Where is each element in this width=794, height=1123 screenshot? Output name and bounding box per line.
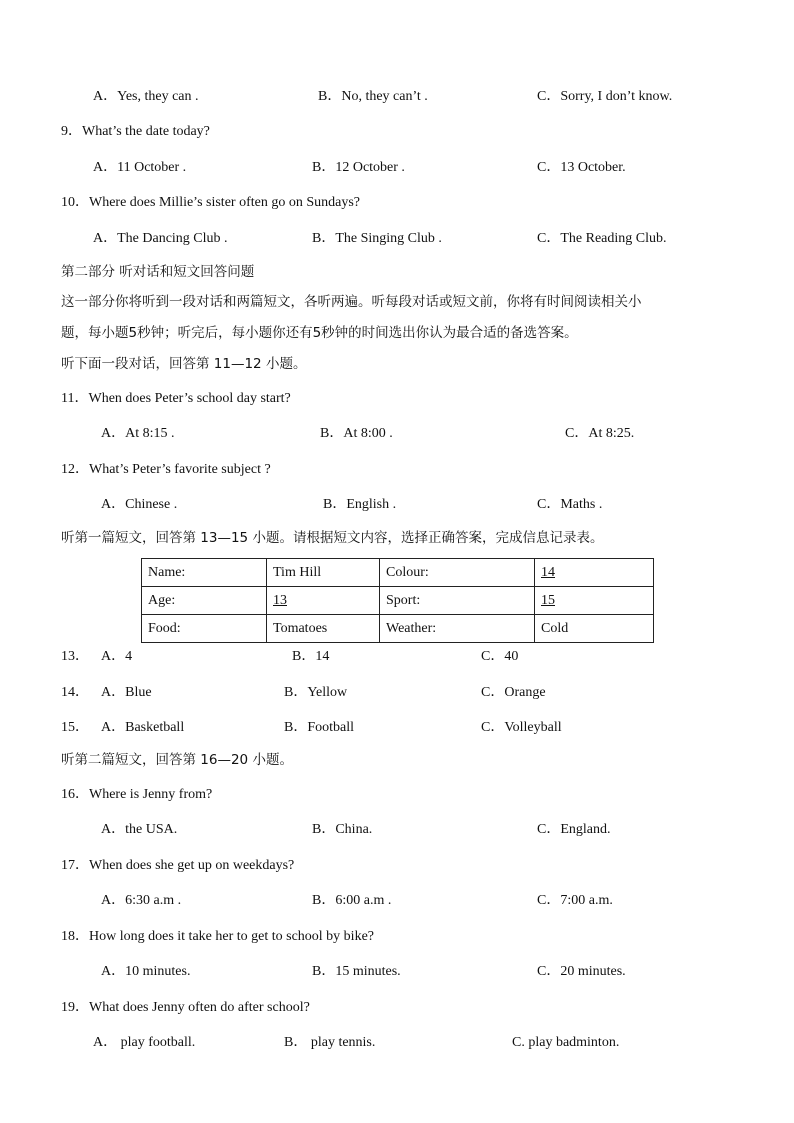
q9-stem: 9．What’s the date today? (61, 124, 210, 139)
q8-option-b: B．No, they can’t . (318, 89, 428, 104)
q18-stem: 18．How long does it take her to get to school by bike? (61, 929, 374, 944)
table-cell: Age: (142, 587, 267, 615)
passage1-intro: 听第一篇短文，回答第 13—15 小题。请根据短文内容，选择正确答案，完成信息记录表。 (61, 530, 604, 546)
q10-option-c: C．The Reading Club. (537, 231, 667, 246)
table-cell: Tim Hill (267, 559, 380, 587)
q18-option-a: A．10 minutes. (101, 964, 191, 979)
q15-option-c: C．Volleyball (481, 720, 562, 735)
q17-option-a: A．6:30 a.m . (101, 893, 182, 908)
q15-option-a: A．Basketball (101, 720, 185, 735)
table-cell: Tomatoes (267, 615, 380, 643)
q13-option-c: C．40 (481, 649, 519, 664)
q8-option-a: A．Yes, they can . (93, 89, 199, 104)
q13-number: 13． (61, 649, 89, 664)
q16-option-a: A．the USA. (101, 822, 178, 837)
q9-option-b: B．12 October . (312, 160, 405, 175)
blank-14: 14 (541, 564, 555, 580)
q14-option-b: B．Yellow (284, 685, 348, 700)
table-cell (267, 587, 380, 615)
q18-option-c: C．20 minutes. (537, 964, 626, 979)
part2-intro-line1: 这一部分你将听到一段对话和两篇短文，各听两遍。听每段对话或短文前，你将有时间阅读相关小 (61, 294, 642, 310)
table-cell (535, 587, 654, 615)
blank-15: 15 (541, 592, 555, 608)
table-cell (535, 559, 654, 587)
q17-option-c: C．7:00 a.m. (537, 893, 613, 908)
q19-option-b: B． play tennis. (284, 1035, 376, 1050)
q19-option-c: C. play badminton. (512, 1035, 620, 1050)
q17-stem: 17．When does she get up on weekdays? (61, 858, 295, 873)
q13-option-a: A．4 (101, 649, 133, 664)
q10-option-a: A．The Dancing Club . (93, 231, 228, 246)
q15-option-b: B．Football (284, 720, 355, 735)
q12-option-a: A．Chinese . (101, 497, 178, 512)
dialog-intro: 听下面一段对话，回答第 11—12 小题。 (61, 356, 307, 372)
q9-option-a: A．11 October . (93, 160, 187, 175)
table-cell: Food: (142, 615, 267, 643)
q12-option-c: C．Maths . (537, 497, 603, 512)
part2-title: 第二部分 听对话和短文回答问题 (61, 264, 255, 280)
table-cell: Name: (142, 559, 267, 587)
table-cell: Sport: (380, 587, 535, 615)
info-table (141, 558, 654, 643)
q11-option-a: A．At 8:15 . (101, 426, 175, 441)
blank-13: 13 (273, 592, 287, 608)
q11-stem: 11．When does Peter’s school day start? (61, 391, 291, 406)
q11-option-b: B．At 8:00 . (320, 426, 393, 441)
q16-option-b: B．China. (312, 822, 373, 837)
table-cell: Cold (535, 615, 654, 643)
q10-option-b: B．The Singing Club . (312, 231, 442, 246)
q9-option-c: C．13 October. (537, 160, 626, 175)
passage2-intro: 听第二篇短文，回答第 16—20 小题。 (61, 752, 293, 768)
q14-number: 14． (61, 685, 89, 700)
q16-option-c: C．England. (537, 822, 611, 837)
q11-option-c: C．At 8:25. (565, 426, 635, 441)
table-cell: Colour: (380, 559, 535, 587)
table-row (142, 615, 654, 643)
q12-option-b: B．English . (323, 497, 397, 512)
q17-option-b: B．6:00 a.m . (312, 893, 392, 908)
q13-option-b: B．14 (292, 649, 330, 664)
q19-option-a: A． play football. (93, 1035, 196, 1050)
q12-stem: 12．What’s Peter’s favorite subject ? (61, 462, 271, 477)
q14-option-a: A．Blue (101, 685, 152, 700)
q8-option-c: C．Sorry, I don’t know. (537, 89, 673, 104)
q16-stem: 16．Where is Jenny from? (61, 787, 213, 802)
q14-option-c: C．Orange (481, 685, 546, 700)
table-row (142, 587, 654, 615)
table-row (142, 559, 654, 587)
q19-stem: 19．What does Jenny often do after school? (61, 1000, 310, 1015)
q18-option-b: B．15 minutes. (312, 964, 401, 979)
part2-intro-line2: 题，每小题5秒钟；听完后，每小题你还有5秒钟的时间选出你认为最合适的备选答案。 (61, 325, 578, 341)
q15-number: 15． (61, 720, 89, 735)
table-cell: Weather: (380, 615, 535, 643)
q10-stem: 10．Where does Millie’s sister often go on Sundays? (61, 195, 361, 210)
